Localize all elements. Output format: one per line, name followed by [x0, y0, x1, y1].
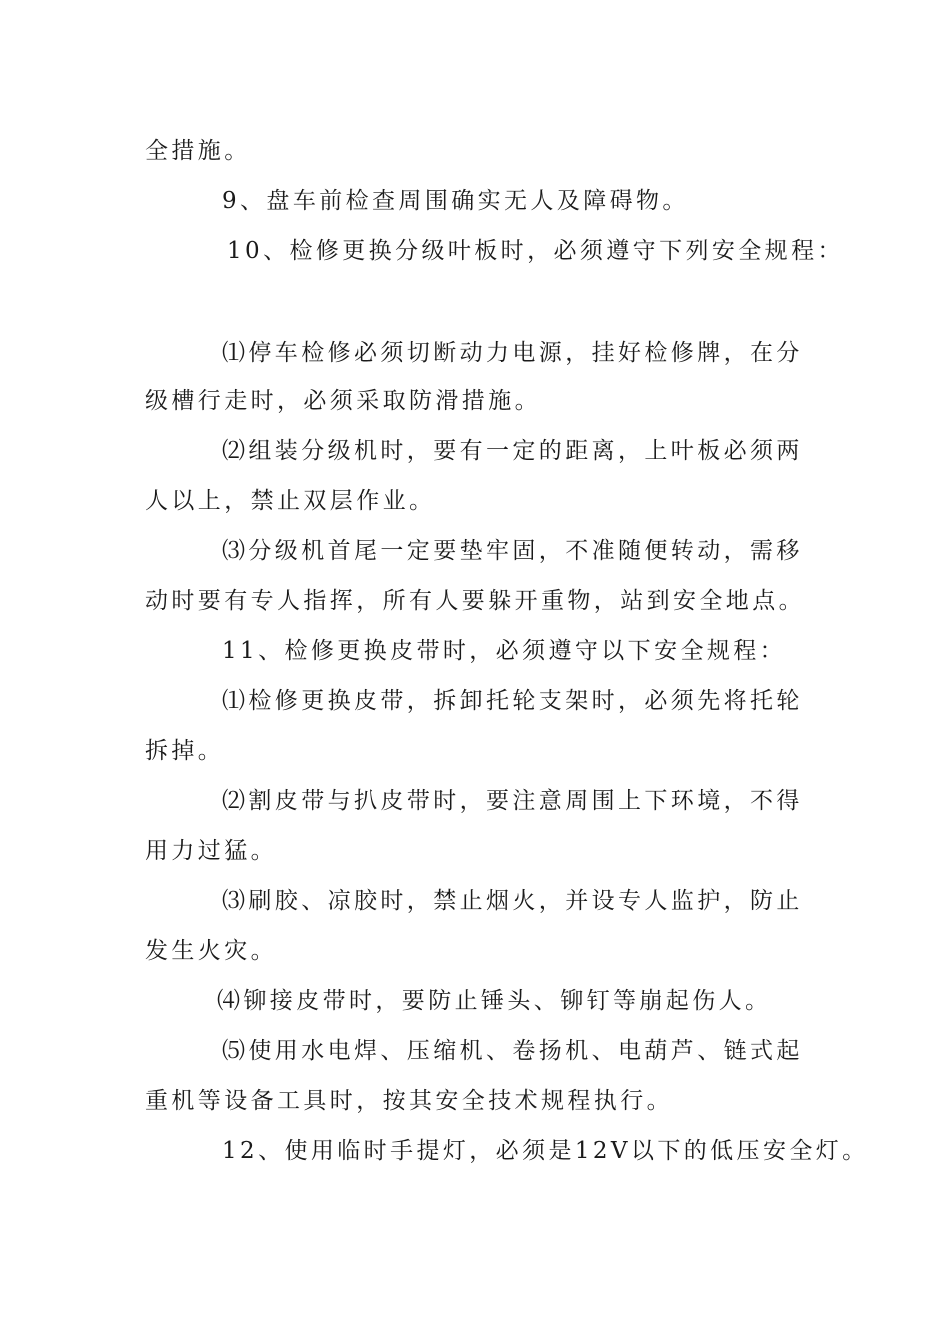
- text-line: ⑵组装分级机时，要有一定的距离，上叶板必须两: [222, 438, 803, 464]
- text-line: 用力过猛。: [145, 838, 277, 864]
- text-line: 动时要有专人指挥，所有人要躲开重物，站到安全地点。: [145, 588, 805, 614]
- text-line: 12、使用临时手提灯，必须是12V以下的低压安全灯。: [222, 1138, 869, 1164]
- text-line: ⑴停车检修必须切断动力电源，挂好检修牌，在分: [222, 340, 803, 366]
- text-line: ⑶分级机首尾一定要垫牢固，不准随便转动，需移: [222, 538, 803, 564]
- text-line: ⑵割皮带与扒皮带时，要注意周围上下环境，不得: [222, 788, 803, 814]
- text-line: ⑸使用水电焊、压缩机、卷扬机、电葫芦、链式起: [222, 1038, 803, 1064]
- text-line: 发生火灾。: [145, 938, 277, 964]
- text-line: 全措施。: [145, 138, 251, 164]
- text-line: 10、检修更换分级叶板时，必须遵守下列安全规程：: [227, 238, 844, 264]
- text-line: 重机等设备工具时，按其安全技术规程执行。: [145, 1088, 673, 1114]
- text-line: 拆掉。: [145, 738, 225, 764]
- text-line: 9、盘车前检查周围确实无人及障碍物。: [222, 188, 689, 214]
- text-line: 人以上，禁止双层作业。: [145, 488, 436, 514]
- text-line: ⑷铆接皮带时，要防止锤头、铆钉等崩起伤人。: [217, 988, 772, 1014]
- text-line: ⑶刷胶、凉胶时，禁止烟火，并设专人监护，防止: [222, 888, 803, 914]
- text-line: ⑴检修更换皮带，拆卸托轮支架时，必须先将托轮: [222, 688, 803, 714]
- text-line: 11、检修更换皮带时，必须遵守以下安全规程：: [222, 638, 787, 664]
- text-line: 级槽行走时，必须采取防滑措施。: [145, 388, 541, 414]
